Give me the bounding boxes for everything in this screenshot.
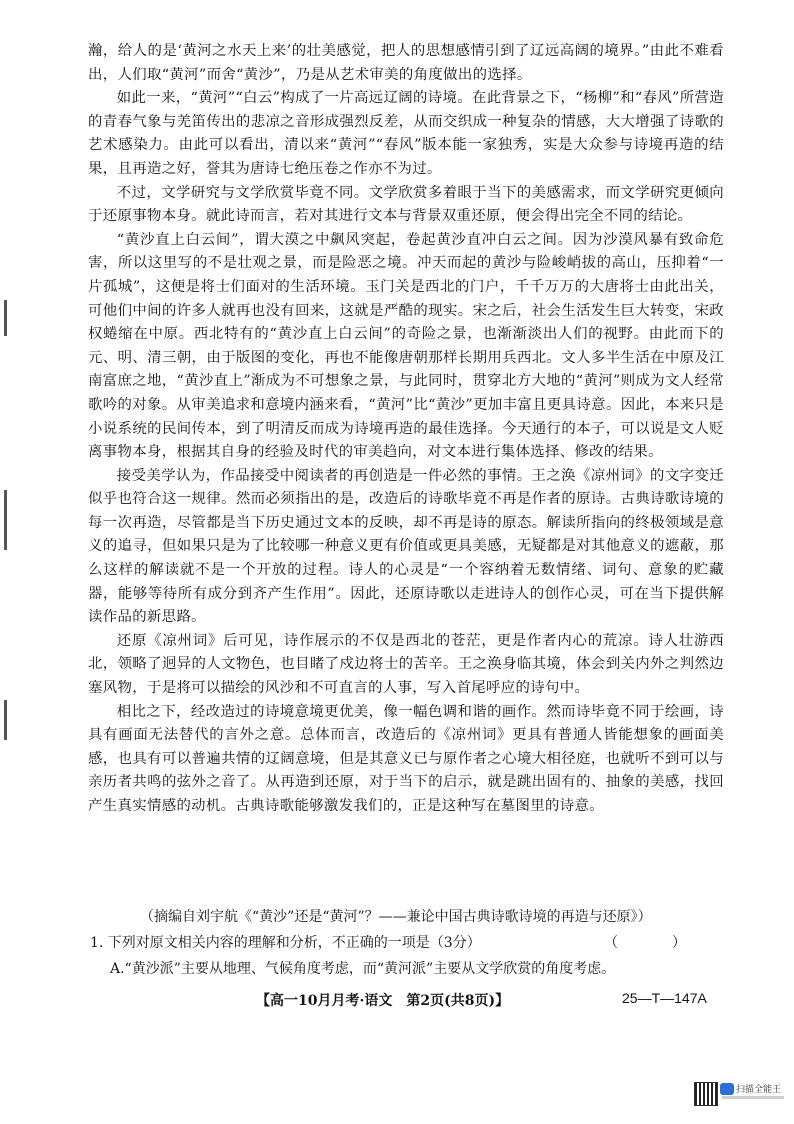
paragraph: 瀚，给人的是‘黄河之水天上来’的壮美感觉，把人的思想感情引到了辽远高阔的境界。”由此不难看出，人们取“黄河”而舍“黄沙”，乃是从艺术审美的角度做出的选择。 <box>88 43 724 83</box>
paragraph: “黄沙直上白云间”，谓大漠之中飙风突起，卷起黄沙直冲白云之间。因为沙漠风暴有致命危害，所以这里写的不是壮观之景，而是险恶之境。冲天而起的黄沙与险峻峭拔的高山，压抑着“一片孤城”，这便是将士们面对的生活环境。玉门关是西北的门户，千千万万的大唐将士由此出关，可他们中间的许多人就再也没有回来，这就是严酷的现实。宋之后，社会生活发生巨大转变，宋政权蜷缩在中原。西北特有的“黄沙直上白云间”的奇险之景，也渐渐淡出人们的视野。由此而下的元、明、清三朝，由于版图的变化，再也不能像唐朝那样长期用兵西北。文人多半生活在中原及江南富庶之地，“黄沙直上”渐成为不可想象之景，与此同时，贯穿北方大地的“黄河”则成为文人经常歌吟的对象。从审美追求和意境内涵来看，“黄河”比“黄沙”更加丰富且更具诗意。因此，本来只是小说系统的民间传本，到了明清反而成为诗境再造的最佳选择。今天通行的本子，可以说是文人贬离事物本身，根据其自身的经验及时代的审美趋向，对文本进行集体选择、修改的结果。 <box>88 231 724 461</box>
paragraph: 还原《凉州词》后可见，诗作展示的不仅是西北的苍茫，更是作者内心的荒凉。诗人壮游西北，领略了迥异的人文物色，也目睹了戍边将士的苦辛。王之涣身临其境，体会到关内外之判然边塞风物，于是将可以描绘的风沙和不可直言的人事，写入首尾呼应的诗句中。 <box>88 632 724 697</box>
paragraph: 接受美学认为，作品接受中阅读者的再创造是一件必然的事情。王之涣《凉州词》的文字变迁似乎也符合这一规律。然而必须指出的是，改造后的诗歌毕竟不再是作者的原诗。古典诗歌诗境的每一次再造，尽管都是当下历史通过文本的反映，却不再是诗的原态。解读所指向的终极领域是意义的追寻，但如果只是为了比较哪一种意义更有价值或更具美感，无疑都是对其他意义的遮蔽，那么这样的解读就不是一个开放的过程。诗人的心灵是“一个容纳着无数情绪、词句、意象的贮藏器，能够等待所有成分到齐产生作用”。因此，还原诗歌以走进诗人的创作心灵，可在当下提供解读作品的新思路。 <box>88 467 724 626</box>
question-text: 1. 下列对原文相关内容的理解和分析，不正确的一项是（3分） <box>90 935 481 951</box>
paragraph: 相比之下，经改造过的诗境意境更优美，像一幅色调和谐的画作。然而诗毕竟不同于绘画，诗具有画面无法替代的言外之意。总体而言，改造后的《凉州词》更具有普通人皆能想象的画面美感，也具有可以普遍共情的辽阔意境，但是其意义已与原作者之心境大相径庭，也就听不到可以与亲历者共鸣的弦外之音了。从再造到还原，对于当下的启示，就是跳出固有的、抽象的美感，找回产生真实情感的动机。古典诗歌能够激发我们的，正是这种写在墓图里的诗意。 <box>88 703 724 814</box>
scanner-logo-icon <box>720 1083 734 1095</box>
page-footer: 【高一10月月考·语文 第2页(共8页)】 <box>256 993 510 1009</box>
binding-margin-mark <box>4 300 7 336</box>
qr-code-icon <box>694 1082 718 1106</box>
scanner-label: 扫描全能王 <box>736 1084 782 1094</box>
scanner-watermark <box>694 1082 786 1106</box>
article-body <box>88 40 724 819</box>
option-a: A.“黄沙派”主要从地理、气候角度考虑，而“黄河派”主要从文学欣赏的角度考虑。 <box>110 961 616 977</box>
answer-bracket: （ ） <box>604 935 706 951</box>
paragraph: 不过，文学研究与文学欣赏毕竟不同。文学欣赏多着眼于当下的美感需求，而文学研究更倾向于还原事物本身。就此诗而言，若对其进行文本与背景双重还原，便会得出完全不同的结论。 <box>88 184 724 225</box>
binding-margin-mark <box>4 700 7 740</box>
question-1 <box>90 932 730 952</box>
scanner-subtext-bar <box>722 1096 784 1099</box>
paragraph: 如此一来，“黄河”“白云”构成了一片高远辽阔的诗境。在此背景之下，“杨柳”和“春风”所营造的青春气象与羌笛传出的悲凉之音形成强烈反差，从而交织成一种复杂的情感，大大增强了诗歌的艺术感染力。由此可以看出，清以来“黄河”“春风”版本能一家独秀，实是大众参与诗境再造的结果，且再造之好，誉其为唐诗七绝压卷之作亦不为过。 <box>88 90 724 177</box>
paper-code: 25—T—147A <box>622 990 707 1006</box>
source-citation: （摘编自刘宇航《“黄沙”还是“黄河”？——兼论中国古典诗歌诗境的再造与还原》） <box>140 909 652 925</box>
binding-margin-mark <box>4 490 7 550</box>
